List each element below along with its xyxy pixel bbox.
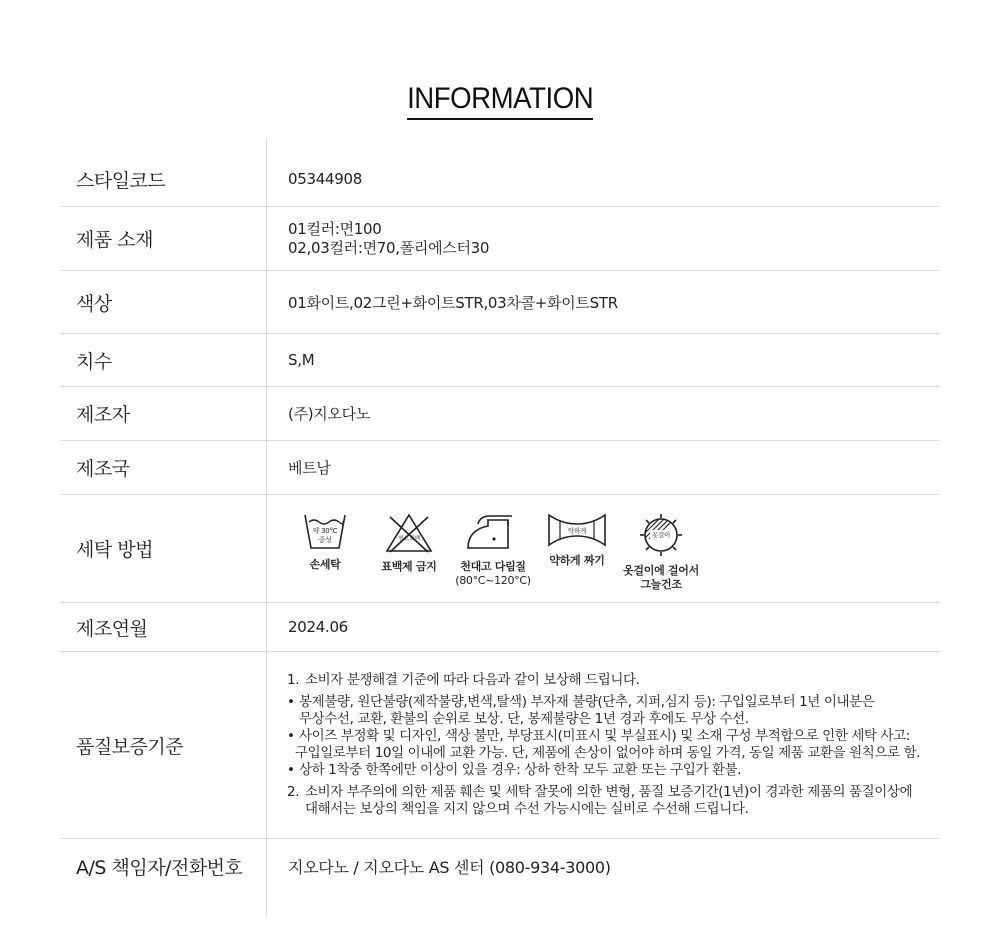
row-label: 품질보증기준	[60, 652, 267, 838]
care-label: 옷걸이에 걸어서 그늘건조	[623, 563, 699, 591]
row-quality	[60, 652, 940, 839]
gentle-wring-icon	[546, 512, 608, 548]
row-color	[60, 271, 940, 334]
row-value: 05344908	[288, 169, 362, 188]
row-size	[60, 334, 940, 387]
row-label: 색상	[60, 271, 267, 333]
row-label: 제조국	[60, 441, 267, 494]
hang-dry-shade-icon	[636, 512, 686, 558]
care-label: 손세탁	[309, 557, 341, 571]
row-country	[60, 441, 940, 495]
row-label: 스타일코드	[60, 138, 267, 206]
row-label: 제품 소재	[60, 207, 267, 270]
svg-text:약 30°C: 약 30°C	[312, 526, 338, 535]
info-table	[60, 138, 940, 917]
row-value	[267, 495, 940, 602]
row-value: 지오다노 / 지오다노 AS 센터 (080-934-3000)	[288, 858, 611, 877]
care-item-hang-dry	[621, 512, 701, 592]
row-value	[267, 652, 940, 838]
row-maker	[60, 387, 940, 441]
row-value: 2024.06	[288, 618, 348, 636]
row-date	[60, 603, 940, 652]
no-bleach-icon	[384, 512, 434, 554]
quality-bullet-1: • 봉제불량, 원단불량(제작불량,변색,탈색) 부자재 불량(단추, 지퍼,심지 등): 구입일로부터 1년 이내분은 무상수선, 교환, 환불의 순위로 보상. 단, 봉제불량은 1년 경과 후에도 무상 수선.	[287, 694, 875, 727]
row-value: S,M	[288, 351, 315, 369]
quality-item-2: 2. 소비자 부주의에 의한 제품 훼손 및 세탁 잘못에 의한 변형, 품질 보증기간(1년)이 경과한 제품의 품질이상에 대해서는 보상의 책임을 지지 않으며 수선 가능시에는 실비로 수선해 드립니다.	[287, 784, 913, 817]
care-label: 표백제 금지	[381, 559, 437, 573]
care-label: 천대고 다림질 (80°C~120°C)	[455, 559, 531, 587]
row-label: 제조연월	[60, 603, 267, 651]
svg-text:옷걸이: 옷걸이	[652, 530, 670, 539]
row-value	[267, 207, 940, 270]
row-value: 베트남	[288, 459, 331, 477]
care-item-hand-wash	[285, 512, 365, 572]
svg-text:약하게: 약하게	[568, 526, 586, 535]
row-style-code	[60, 138, 940, 207]
iron-icon	[464, 512, 522, 554]
care-item-no-bleach	[369, 512, 449, 574]
row-label: 제조자	[60, 387, 267, 440]
page-title: INFORMATION	[407, 82, 593, 120]
care-item-gentle-wring	[537, 512, 617, 568]
svg-text:중성: 중성	[318, 535, 332, 544]
row-value: (주)지오다노	[288, 405, 371, 423]
hand-wash-30-icon	[303, 512, 347, 552]
care-item-iron	[453, 512, 533, 588]
material-line-2: 02,03컬러:면70,폴리에스터30	[288, 238, 490, 257]
row-label: A/S 책임자/전화번호	[60, 839, 267, 917]
row-label: 세탁 방법	[60, 495, 267, 602]
row-label: 치수	[60, 334, 267, 386]
quality-bullet-2: • 사이즈 부정확 및 디자인, 색상 불만, 부당표시(미표시 및 부실표시) 및 소재 구성 부적합으로 인한 세탁 사고: 구입일로부터 10일 이내에 교환 가능. 단, 제품에 손상이 없어야 하며 동일 가격, 동일 제품 교환을 원칙으로 함.	[287, 728, 921, 761]
row-material	[60, 207, 940, 271]
row-washing	[60, 495, 940, 603]
material-line-1: 01컬러:면100	[288, 219, 382, 238]
svg-text:염소 표백: 염소 표백	[398, 535, 420, 542]
care-label: 약하게 짜기	[549, 553, 605, 567]
row-as	[60, 839, 940, 917]
quality-bullet-3: • 상하 1착중 한쪽에만 이상이 있을 경우: 상하 한착 모두 교환 또는 구입가 환불.	[287, 762, 742, 778]
row-value: 01화이트,02그린+화이트STR,03차콜+화이트STR	[288, 293, 618, 312]
quality-item-1: 1. 소비자 분쟁해결 기준에 따라 다음과 같이 보상해 드립니다.	[287, 672, 640, 688]
care-symbols	[285, 506, 705, 592]
